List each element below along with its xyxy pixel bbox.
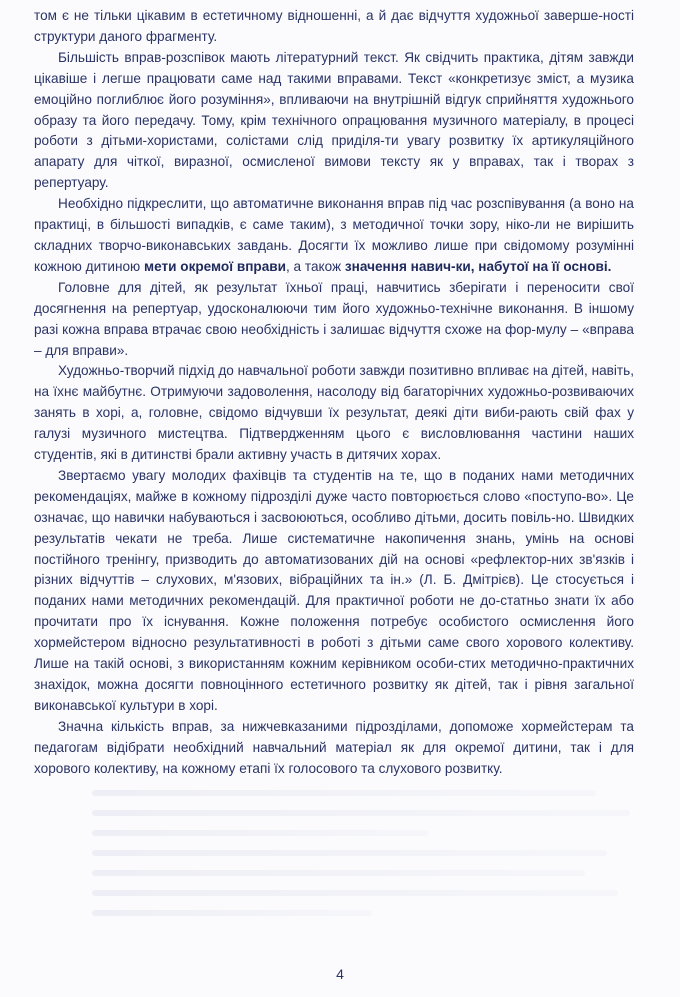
- text-run: Звертаємо увагу молодих фахівців та студентів на те, що в поданих нами методичних рекомендаціях, майже в кожному підрозділі дуже часто повторюється слово «поступо-во». Це означає, що навички набуваються і засвоюються, особливо дітьми, досить повіль-но. Швидких результатів чекати не треба. Лише систематичне накопичення знань, умінь на основі постійного тренінгу, призводить до автоматизованих дій на основі «рефлектор-них зв'язків і різних відчуттів – слухових, м'язових, вібраційних та ін.» (Л. Б. Дмітрієв). Це стосується і поданих нами методичних рекомендацій. Для практичної роботи не до-статньо знати їх або прочитати про їх існування. Кожне положення потребує особистого осмислення його хормейстером відносно результативності в роботі з дітьми саме свого хорового колективу. Лише на такій основі, з використанням кожним керівником особи-стих методично-практичних знахідок, можна досягти повноцінного естетичного розвитку як дітей, так і рівня загальної виконавської культури в хорі.: [34, 467, 634, 713]
- bleed-through-shadow: [92, 790, 652, 940]
- text-run: Значна кількість вправ, за нижчевказаними підрозділами, допоможе хормейстерам та педагогам відібрати необхідний навчальний матеріал як для окремої дитини, так і для хорового колективу, на кожному етапі їх голосового та слухового розвитку.: [34, 718, 634, 776]
- text-run: Необхідно підкреслити, що автоматичне виконання вправ під час розспівування (а воно на практиці, в більшості випадків, є саме таким), з методичної точки зору, ніко-ли не вирішить складних творчо-виконавських завдань. Досягти їх можливо лише при свідомому розумінні кожною дитиною: [34, 196, 634, 274]
- text-run: Художньо-творчий підхід до навчальної роботи завжди позитивно впливає на дітей, навіть, на їхнє майбутнє. Отримуючи задоволення, насолоду від багаторічних художньо-розвиваючих занять в хорі, а, головне, свідомо відчувши їх результат, деякі діти виби-рають свій фах у галузі музичного мистецтва. Підтвердженням цього є висловлювання частини наших студентів, які в дитинстві брали активну участь в дитячих хорах.: [34, 363, 634, 463]
- bold-phrase: значення навич-ки, набутої на її основі.: [344, 258, 612, 274]
- paragraph: [34, 466, 634, 717]
- body-text: [34, 6, 634, 780]
- paragraph: [34, 717, 634, 780]
- paragraph: [34, 194, 634, 278]
- text-run: , а також: [285, 258, 345, 274]
- text-run: том є не тільки цікавим в естетичному відношенні, а й дає відчуття художньої заверше-ності структури даного фрагменту.: [34, 8, 634, 44]
- paragraph: [34, 361, 634, 466]
- paragraph: [34, 278, 634, 362]
- page-number: 4: [336, 966, 344, 982]
- bold-phrase: мети окремої вправи: [144, 258, 286, 274]
- text-run: Головне для дітей, як результат їхньої праці, навчитись зберігати і переносити свої досягнення на репертуар, удосконалюючи тим його художньо-технічне виконання. В іншому разі кожна вправа втрачає свою необхідність і залишає відчуття схоже на фор-мулу – «вправа – для вправи».: [34, 279, 634, 358]
- text-run: Більшість вправ-розспівок мають літературний текст. Як свідчить практика, дітям завжди цікавіше і легше працювати саме над такими вправами. Текст «конкретизує зміст, а музика емоційно поглиблює його розуміння», впливаючи на внутрішній відгук сприйняття художнього образу та його передачу. Тому, крім технічного опрацювання музичного матеріалу, в процесі роботи з дітьми-хористами, солістами слід приділя-ти увагу розвитку їх артикуляційного апарату для чіткої, виразної, осмисленої вимови тексту як у вправах, так і творах з репертуару.: [34, 49, 634, 191]
- paragraph: [34, 48, 634, 194]
- paragraph: [34, 6, 634, 48]
